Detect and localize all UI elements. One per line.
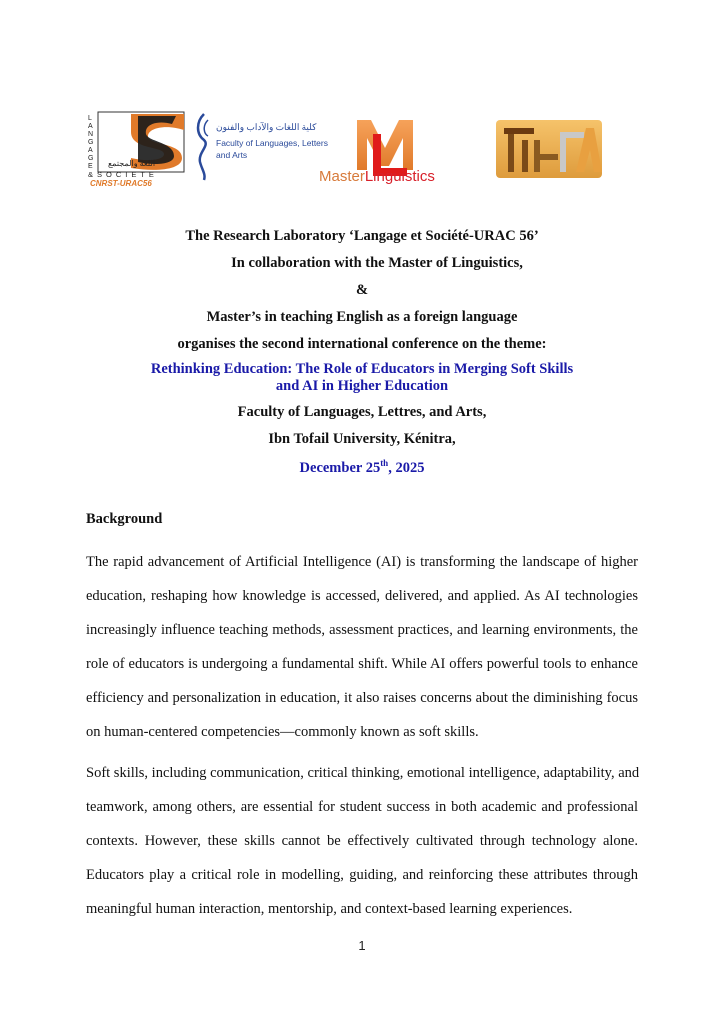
- venue-line1: Faculty of Languages, Lettres, and Arts,: [237, 404, 487, 420]
- background-paragraph-2: [86, 756, 638, 926]
- collaboration-line: In collaboration with the Master of Linguistics,: [231, 255, 523, 271]
- background-paragraph-1: [86, 545, 638, 749]
- paragraph-line: efficiency and personalization in education, it also raises concerns about the diminishing focus: [86, 690, 638, 706]
- svg-text:N: N: [88, 131, 94, 138]
- svg-text:A: A: [88, 147, 93, 154]
- paragraph-line: increasingly influence teaching methods, assessment practices, and learning environments, the: [86, 622, 638, 638]
- paragraph-line: contexts. However, these skills cannot be effectively cultivated through technology alone.: [86, 833, 638, 849]
- ml-text-linguistics: Linguistics: [364, 168, 435, 185]
- paragraph-line: Educators play a critical role in modelling, guiding, and reinforcing these attributes through: [86, 867, 638, 883]
- logo-side-text: L: [88, 115, 92, 122]
- faculty-line1: Faculty of Languages, Letters: [216, 138, 328, 148]
- langage-societe-logo: [86, 110, 186, 188]
- paragraph-line: Soft skills, including communication, critical thinking, emotional intelligence, adaptability, and: [86, 765, 640, 781]
- ampersand-line: &: [355, 282, 369, 298]
- faculty-arabic: كلية اللغات والآداب والفنون: [216, 122, 317, 132]
- master-linguistics-logo: [315, 112, 480, 188]
- paragraph-line: on human-centered competencies—commonly known as soft skills.: [86, 724, 479, 740]
- conference-date: December 25th, 2025: [299, 458, 425, 476]
- organises-line: organises the second international conference on the theme:: [177, 336, 547, 352]
- svg-text:E: E: [88, 163, 93, 170]
- page-number: 1: [358, 938, 366, 953]
- masters-line: Master’s in teaching English as a foreign language: [206, 309, 518, 325]
- theme-line2: and AI in Higher Education: [275, 378, 449, 394]
- flla-logo: [490, 114, 608, 184]
- paragraph-line: The rapid advancement of Artificial Intelligence (AI) is transforming the landscape of higher: [86, 554, 638, 570]
- svg-text:A: A: [88, 123, 93, 130]
- faculty-line2: and Arts: [216, 150, 248, 160]
- ml-text-master: Master: [319, 168, 365, 185]
- paragraph-line: role of educators is undergoing a fundamental shift. While AI offers powerful tools to enhance: [86, 656, 638, 672]
- venue-line2: Ibn Tofail University, Kénitra,: [268, 431, 456, 447]
- paragraph-line: meaningful human interaction, mentorship, and context-based learning experiences.: [86, 901, 573, 917]
- svg-text:&SOCIETE: &SOCIETE: [88, 170, 158, 179]
- faculty-emblem-icon: [192, 112, 214, 182]
- paragraph-line: teamwork, among others, are essential for student success in both academic and professional: [86, 799, 638, 815]
- svg-text:G: G: [88, 155, 94, 162]
- background-heading: Background: [86, 511, 163, 527]
- svg-text:G: G: [88, 139, 94, 146]
- svg-text:اللغة والمجتمع: اللغة والمجتمع: [108, 159, 156, 168]
- paragraph-line: education, reshaping how knowledge is accessed, delivered, and applied. As AI technologies: [86, 588, 638, 604]
- faculty-logo: [192, 108, 328, 188]
- lab-title: The Research Laboratory ‘Langage et Société-URAC 56’: [185, 228, 539, 244]
- svg-text:CNRST-URAC56: CNRST-URAC56: [90, 179, 152, 188]
- theme-line1: Rethinking Education: The Role of Educators in Merging Soft Skills: [150, 361, 574, 377]
